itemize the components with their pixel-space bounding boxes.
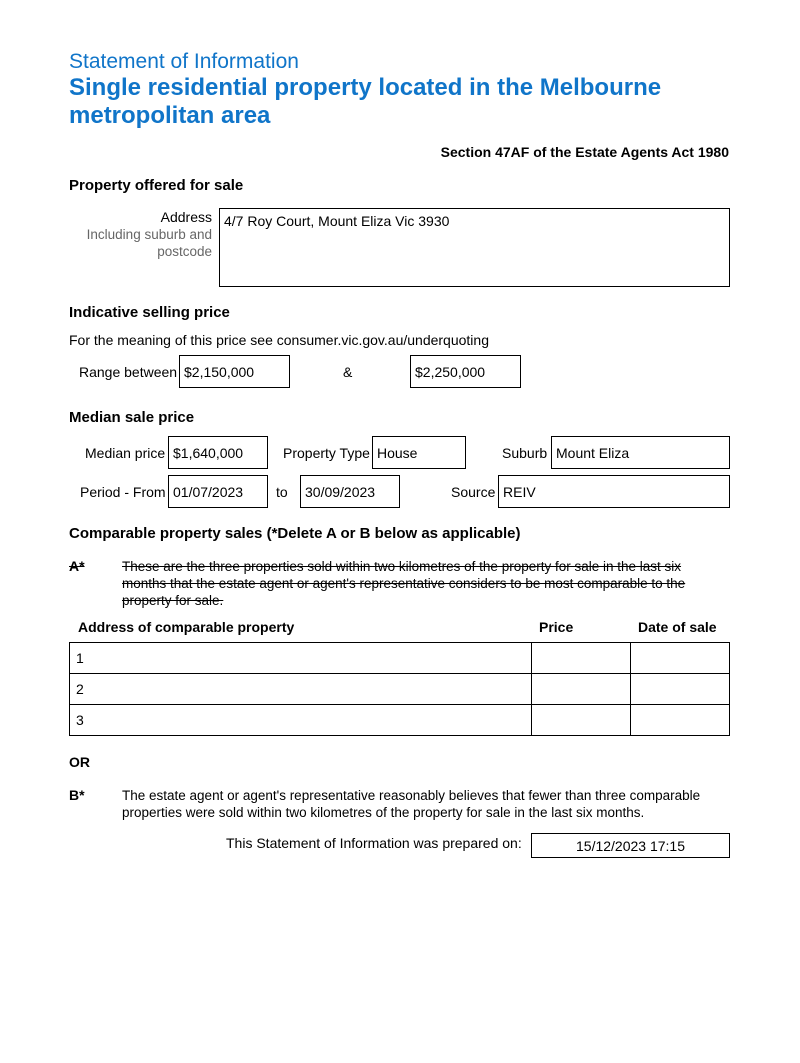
col-date-header: Date of sale (638, 619, 717, 635)
col-price-header: Price (539, 619, 574, 635)
row-price-cell[interactable] (532, 674, 631, 705)
property-type-label: Property Type (283, 445, 370, 461)
median-price-field[interactable] (168, 436, 268, 469)
range-ampersand: & (343, 364, 353, 380)
source-label: Source (451, 484, 496, 500)
table-row (70, 705, 730, 736)
period-to-field[interactable] (300, 475, 400, 508)
option-b-line1: The estate agent or agent's representative reasonably believes that fewer than three comparable (122, 788, 701, 803)
source-field[interactable] (498, 475, 730, 508)
median-heading: Median sale price (69, 409, 195, 426)
suburb-field[interactable] (551, 436, 730, 469)
address-sublabel-line1: Including suburb and (86, 227, 212, 242)
or-separator: OR (69, 754, 90, 770)
table-row (70, 643, 730, 674)
row-number: 3 (76, 712, 84, 728)
suburb-value: Mount Eliza (556, 445, 630, 461)
row-date-cell[interactable] (631, 674, 730, 705)
option-b-line2: properties were sold within two kilometres of the property for sale in the last six months. (122, 805, 645, 820)
median-price-value: $1,640,000 (173, 445, 244, 461)
row-address-cell[interactable] (70, 705, 532, 736)
row-address-cell[interactable] (70, 643, 532, 674)
row-number: 2 (76, 681, 84, 697)
range-high-value: $2,250,000 (415, 364, 486, 380)
row-date-cell[interactable] (631, 643, 730, 674)
prepared-label: This Statement of Information was prepared on: (226, 835, 522, 851)
col-address-header: Address of comparable property (78, 619, 295, 635)
range-high-field[interactable] (410, 355, 521, 388)
address-value: 4/7 Roy Court, Mount Eliza Vic 3930 (224, 213, 450, 229)
comparable-table (69, 642, 730, 736)
table-row (70, 674, 730, 705)
period-to-value: 30/09/2023 (305, 484, 376, 500)
comparable-heading: Comparable property sales (*Delete A or B below as applicable) (69, 525, 521, 542)
property-heading: Property offered for sale (69, 177, 244, 194)
period-from-label: Period - From (80, 484, 166, 500)
address-sublabel (87, 226, 212, 260)
option-a-line3: property for sale. (122, 593, 224, 608)
option-b-marker: B* (69, 787, 85, 803)
property-type-field[interactable] (372, 436, 466, 469)
prepared-date-field[interactable] (531, 833, 730, 858)
document-title: Statement of Information (69, 50, 299, 73)
indicative-heading: Indicative selling price (69, 304, 230, 321)
option-a-line2: months that the estate agent or agent's representative considers to be most comparable to the (122, 576, 686, 591)
prepared-date-value: 15/12/2023 17:15 (576, 838, 685, 854)
range-label: Range between (79, 364, 178, 380)
period-from-field[interactable] (168, 475, 268, 508)
source-value: REIV (503, 484, 536, 500)
property-type-value: House (377, 445, 418, 461)
suburb-label: Suburb (502, 445, 548, 461)
row-date-cell[interactable] (631, 705, 730, 736)
section-reference: Section 47AF of the Estate Agents Act 1980 (440, 144, 729, 160)
row-price-cell[interactable] (532, 705, 631, 736)
range-low-field[interactable] (179, 355, 290, 388)
median-price-label: Median price (85, 445, 166, 461)
option-a-line1: These are the three properties sold within two kilometres of the property for sale in the last six (122, 559, 682, 574)
row-price-cell[interactable] (532, 643, 631, 674)
row-number: 1 (76, 650, 84, 666)
range-low-value: $2,150,000 (184, 364, 255, 380)
period-to-label: to (276, 484, 288, 500)
address-sublabel-line2: postcode (157, 244, 212, 259)
underquoting-note: For the meaning of this price see consumer.vic.gov.au/underquoting (69, 332, 489, 348)
option-a-text (122, 558, 722, 609)
option-b-text (122, 787, 732, 821)
option-a-marker: A* (69, 558, 85, 574)
period-from-value: 01/07/2023 (173, 484, 244, 500)
address-field[interactable] (219, 208, 730, 287)
document-subtitle: Single residential property located in the Melbourne metropolitan area (69, 74, 662, 129)
address-label: Address (160, 209, 212, 225)
row-address-cell[interactable] (70, 674, 532, 705)
